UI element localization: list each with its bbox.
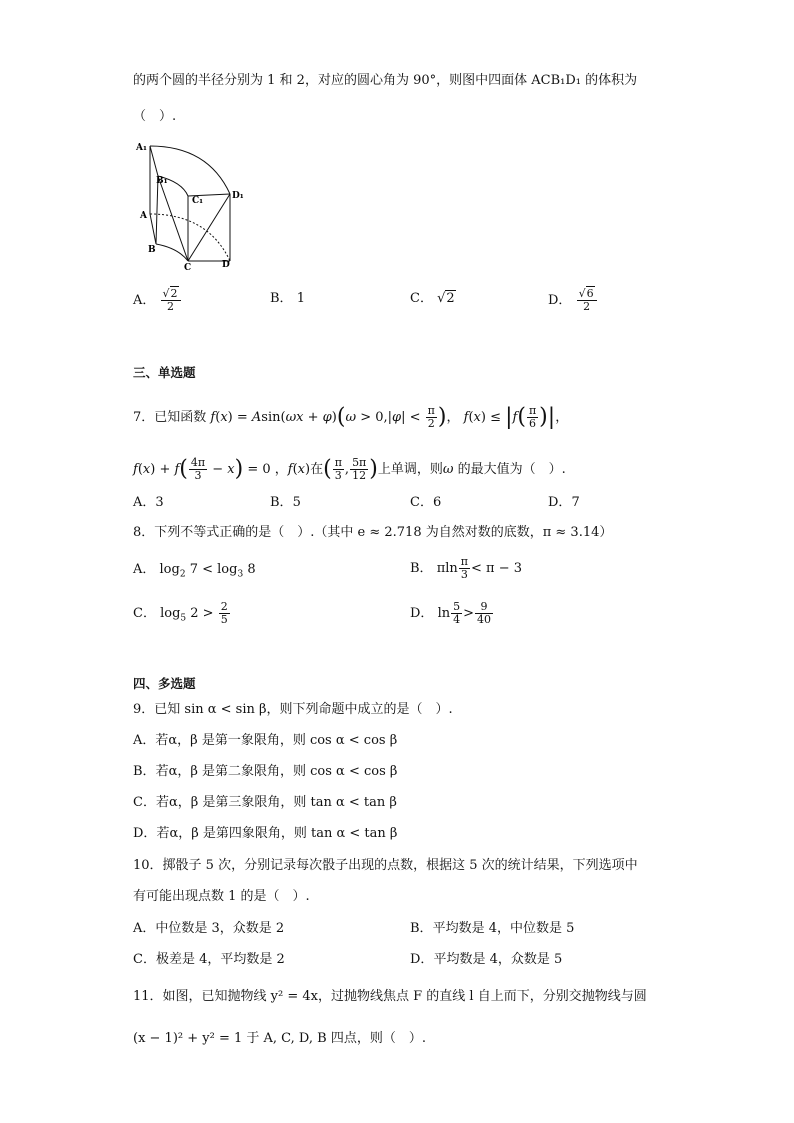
- q9-stem: 9．已知 sin α < sin β，则下列命题中成立的是（ ）.: [133, 702, 453, 717]
- q7-option-d: D．7: [548, 495, 580, 510]
- q6-option-a: A． $\frac{√2}{2}$: [133, 288, 182, 313]
- q6-option-b: B． 1: [270, 291, 305, 306]
- q6-stem-line2: （ ）.: [133, 109, 177, 124]
- label-A: A: [140, 211, 147, 221]
- q7-stem-line1: 7．已知函数 f(x) = Asin(ωx + φ)(ω > 0,|φ| < $\frac{\pi}{2}$ )， f(x) ≤ |f( $\frac{\pi}{6}$ )|，: [133, 404, 569, 430]
- label-D1: D₁: [232, 191, 244, 201]
- q7-option-a: A．3: [133, 495, 164, 510]
- q8-option-d: D． ln $\frac{5}{4}$ > $\frac{9}{40}$: [410, 600, 492, 626]
- q10-option-c: C．极差是 4，平均数是 2: [133, 952, 285, 967]
- q8-option-c: C． $\log_5 2$ > $\frac{2}{5}$: [133, 600, 228, 626]
- q6-option-c: C． √2: [410, 291, 455, 306]
- q7-option-c: C．6: [410, 495, 442, 510]
- q9-option-b: B．若α，β 是第二象限角，则 cos α < cos β: [133, 764, 398, 779]
- q9-option-c: C．若α，β 是第三象限角，则 tan α < tan β: [133, 795, 397, 810]
- q9-option-d: D．若α，β 是第四象限角，则 tan α < tan β: [133, 826, 398, 841]
- label-A1: A₁: [136, 143, 147, 153]
- q6-solid-figure: [130, 136, 250, 271]
- q10-option-a: A．中位数是 3，众数是 2: [133, 921, 285, 936]
- q9-option-a: A．若α，β 是第一象限角，则 cos α < cos β: [133, 733, 398, 748]
- label-C: C: [184, 263, 192, 271]
- label-C1: C₁: [192, 196, 204, 206]
- q11-stem-line2: (x − 1)² + y² = 1 于 A, C, D, B 四点，则（ ）.: [133, 1031, 426, 1046]
- q11-stem-line1: 11．如图，已知抛物线 y² = 4x，过抛物线焦点 F 的直线 l 自上而下，分别交抛物线与圆: [133, 989, 647, 1004]
- q7-stem-line2: f(x) + f( $\frac{4\pi}{3}$ − x) = 0 ，f(x)在( $\frac{\pi}{3}$ , $\frac{5\pi}{12}$ )上单调，则ω 的最大值为（ ）.: [133, 456, 566, 482]
- q8-stem: 8．下列不等式正确的是（ ）.（其中 e ≈ 2.718 为自然对数的底数，π ≈ 3.14）: [133, 525, 613, 540]
- q8-option-a: A． $\log_2 7 < \log_3 8$: [133, 562, 256, 580]
- label-B: B: [148, 245, 156, 255]
- q10-stem-line1: 10．掷骰子 5 次，分别记录每次骰子出现的点数，根据这 5 次的统计结果，下列选项中: [133, 858, 638, 873]
- label-D: D: [222, 260, 230, 270]
- q6-option-d: D． $\frac{√6}{2}$: [548, 288, 598, 313]
- q6-stem-line1: 的两个圆的半径分别为 1 和 2，对应的圆心角为 90°，则图中四面体 ACB₁D₁ 的体积为: [133, 73, 638, 88]
- section-title-single-choice: 三、单选题: [133, 365, 196, 380]
- q10-option-b: B．平均数是 4，中位数是 5: [410, 921, 575, 936]
- q10-stem-line2: 有可能出现点数 1 的是（ ）.: [133, 889, 310, 904]
- q8-option-b: B． πln $\frac{\pi}{3}$ < π − 3: [410, 555, 523, 581]
- label-B1: B₁: [156, 176, 168, 186]
- section-title-multi-choice: 四、多选题: [133, 676, 196, 691]
- q10-option-d: D．平均数是 4，众数是 5: [410, 952, 563, 967]
- q7-option-b: B．5: [270, 495, 301, 510]
